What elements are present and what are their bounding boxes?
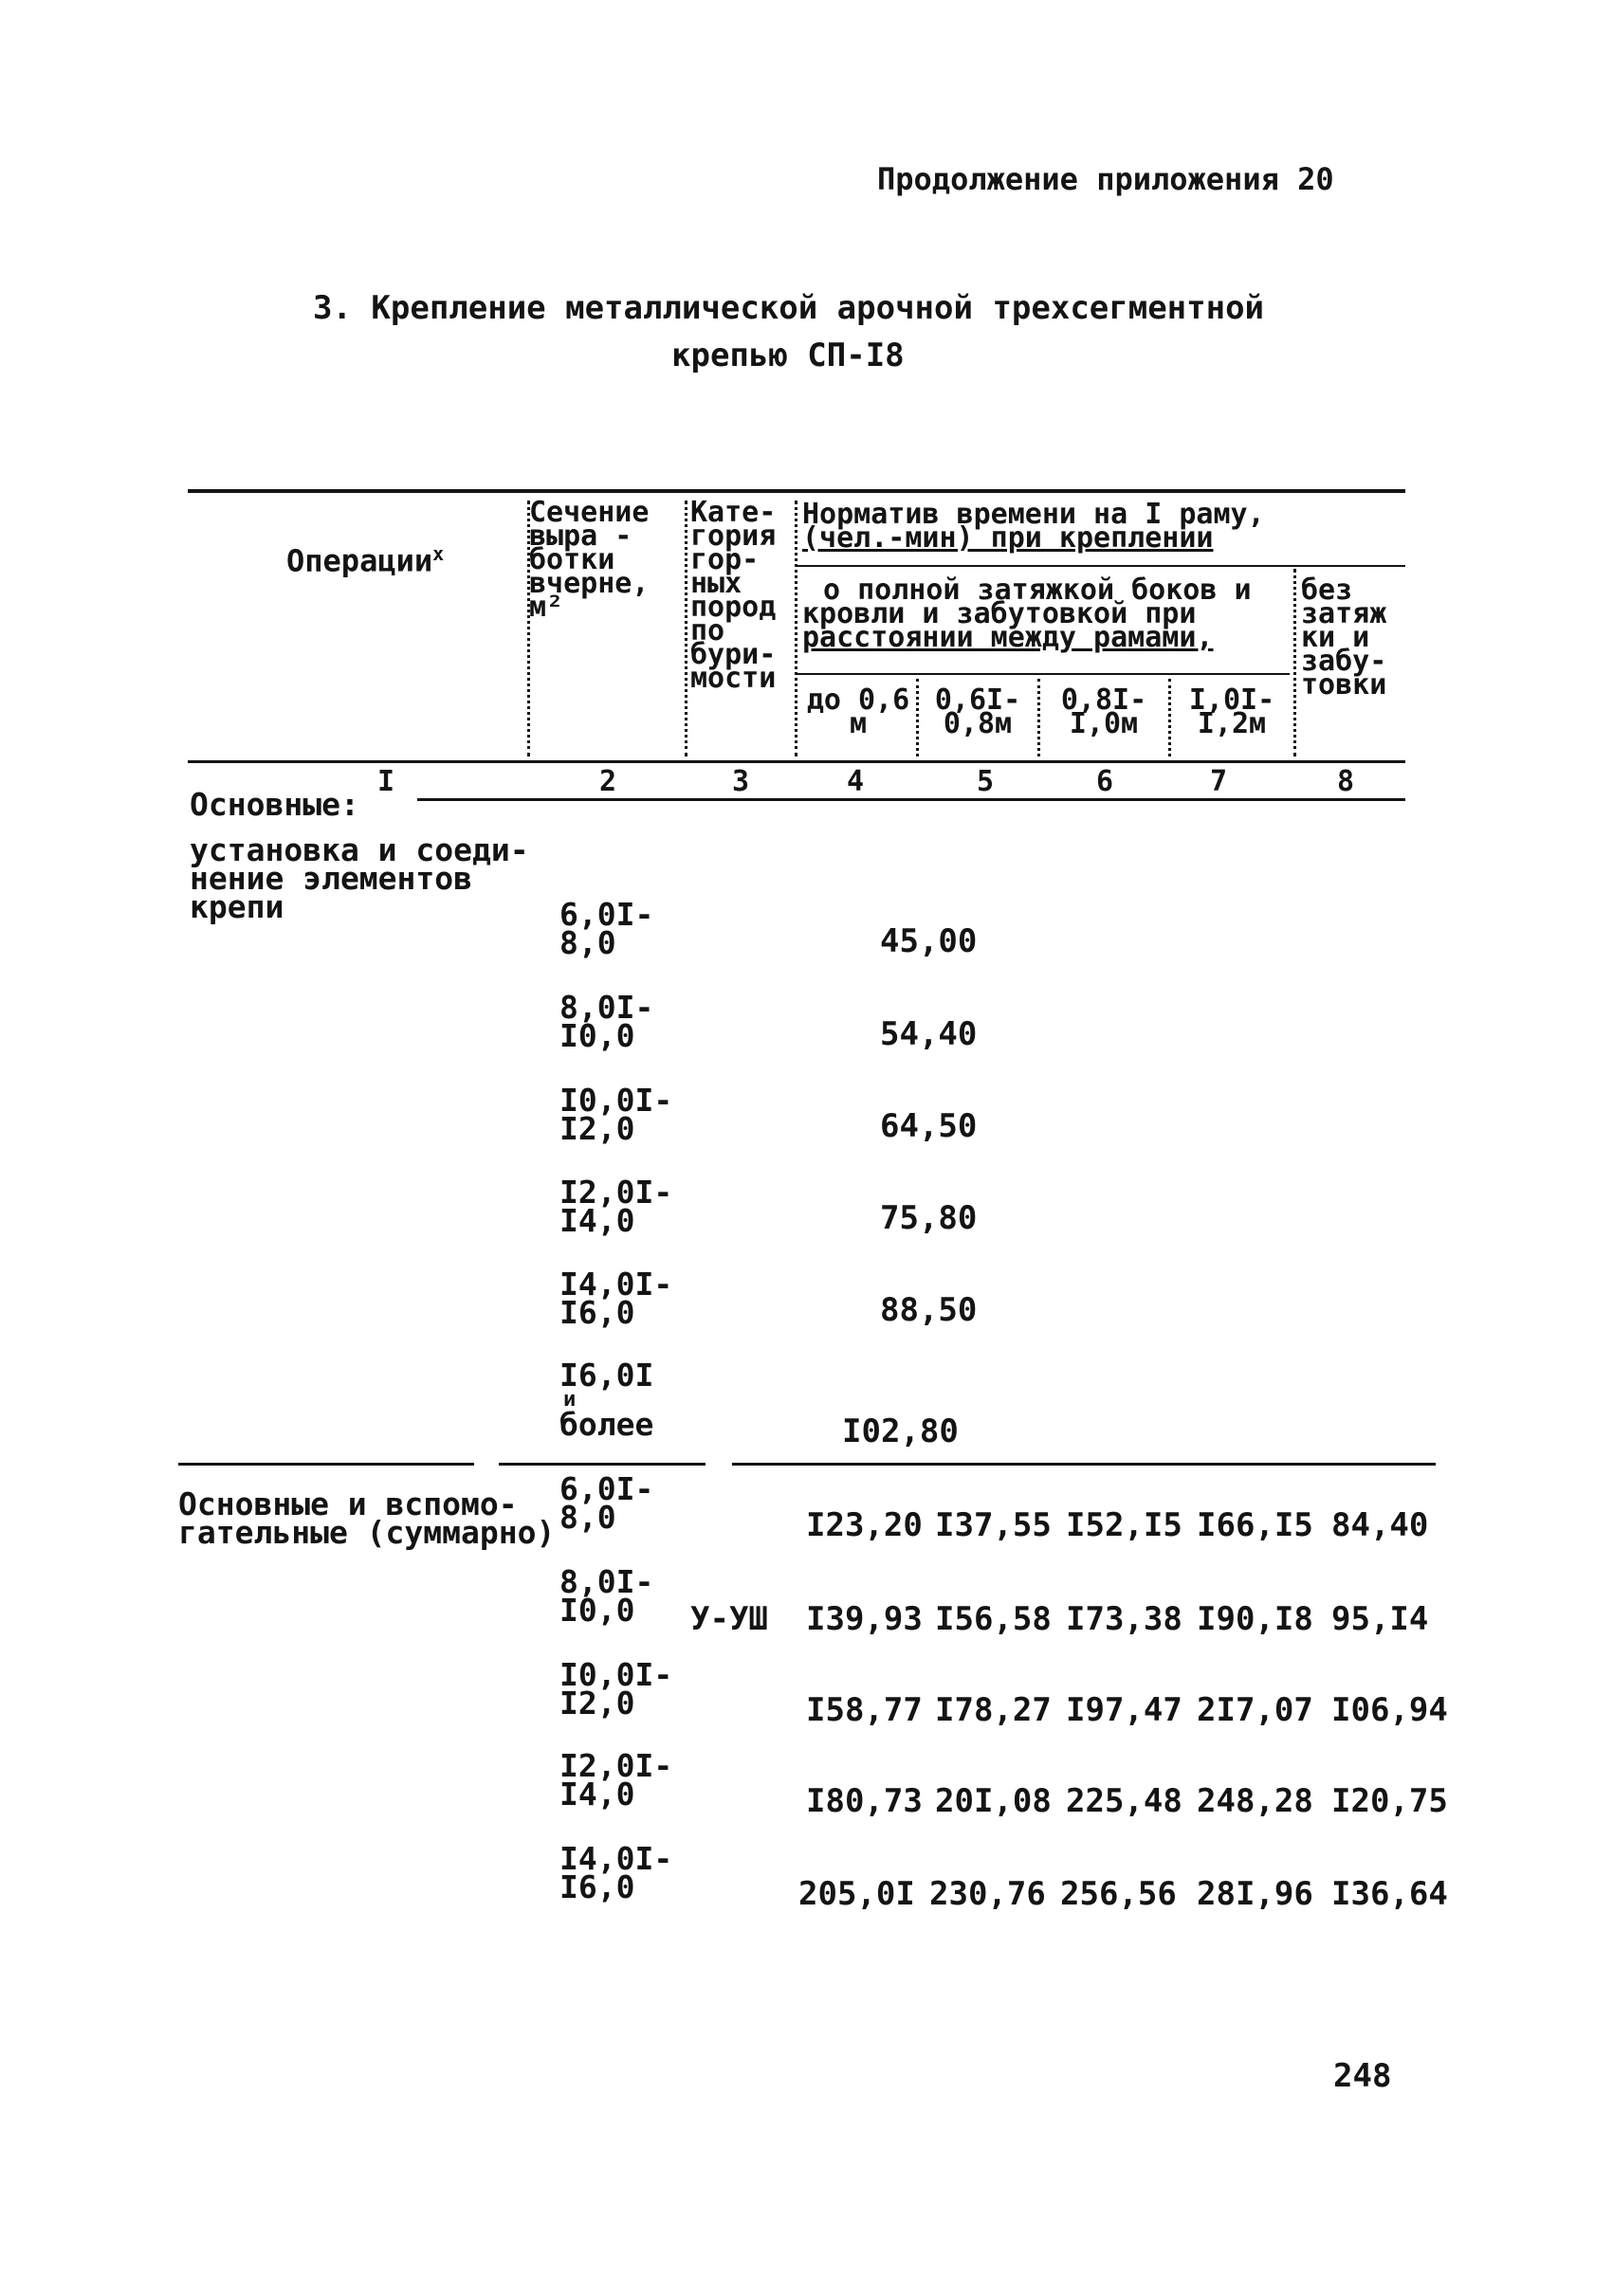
section-range: I0,0I- I2,0 [559, 1082, 673, 1147]
norm-value: I06,94 [1331, 1691, 1448, 1729]
column-separator [916, 679, 919, 756]
column-number-6: 6 [1096, 765, 1114, 798]
norm-value: I56,58 [935, 1600, 1052, 1638]
section-range: I4,0I- I6,0 [559, 1840, 673, 1905]
header-bottom-rule [188, 760, 1405, 763]
norm-value: I73,38 [1066, 1600, 1182, 1638]
section-label-total: Основные и вспомо- гательные (суммарно) [178, 1485, 556, 1551]
norm-value: I39,93 [806, 1600, 923, 1638]
norm-value: 88,50 [880, 1291, 978, 1329]
norm-value: 84,40 [1331, 1506, 1429, 1544]
norm-value: 54,40 [880, 1015, 978, 1053]
header-norm: Норматив времени на I раму, (чел.-мин) при креплении [802, 498, 1265, 555]
norm-subheader-rule [797, 565, 1405, 567]
norm-value: I52,I5 [1066, 1506, 1182, 1544]
norm-value: 256,56 [1060, 1875, 1177, 1913]
section-range: 8,0I- I0,0 [559, 989, 654, 1054]
continuation-note: Продолжение приложения 20 [877, 161, 1334, 197]
section-divider [499, 1463, 706, 1466]
section-divider [178, 1463, 474, 1466]
norm-value: 205,0I [798, 1875, 915, 1913]
operation-description: установка и соеди- нение элементов крепи [190, 831, 529, 925]
header-distance-2: 0,6I- 0,8м [934, 683, 1021, 740]
column-number-rule [417, 798, 1405, 801]
header-operations: Операции$^x$ [286, 542, 445, 579]
column-separator [1293, 569, 1296, 756]
column-number-4: 4 [847, 765, 865, 798]
column-separator [795, 501, 797, 756]
section-range: I0,0I- I2,0 [559, 1656, 673, 1722]
section-range: 6,0I- 8,0 [559, 1470, 654, 1536]
section-range: 6,0I- 8,0 [559, 896, 654, 961]
norm-value: I97,47 [1066, 1691, 1182, 1729]
section-label-main: Основные: [190, 786, 359, 823]
column-separator [685, 501, 687, 756]
norm-value: 230,76 [929, 1875, 1046, 1913]
page-number: 248 [1333, 2057, 1392, 2095]
rock-category: У-УШ [690, 1600, 768, 1638]
section-range: I6,0I и более [559, 1357, 654, 1443]
column-number-3: 3 [732, 765, 750, 798]
header-distance-1: до 0,6 м [806, 683, 910, 740]
column-separator [1168, 679, 1171, 756]
section-divider [732, 1463, 1436, 1466]
table-top-rule [188, 489, 1405, 493]
header-full-tightening: о полной затяжкой боков и кровли и забутовкой при расстоянии между рамами, [802, 574, 1252, 654]
column-number-7: 7 [1210, 765, 1228, 798]
column-number-5: 5 [977, 765, 995, 798]
norm-value: I58,77 [806, 1691, 923, 1729]
norm-value: I23,20 [806, 1506, 923, 1544]
header-distance-3: 0,8I- I,0м [1060, 683, 1147, 740]
norm-value: 225,48 [1066, 1782, 1182, 1820]
column-separator [527, 501, 530, 756]
norm-value: I02,80 [842, 1412, 959, 1450]
norm-value: I78,27 [935, 1691, 1052, 1729]
norm-value: 45,00 [880, 922, 978, 960]
norm-value: I20,75 [1331, 1782, 1448, 1820]
column-number-1: I [377, 765, 395, 798]
section-range: I2,0I- I4,0 [559, 1174, 673, 1239]
section-range: 8,0I- I0,0 [559, 1563, 654, 1629]
distance-subheader-rule [797, 673, 1290, 675]
table-title-line1: 3. Крепление металлической арочной трехсегментной [313, 289, 1265, 327]
section-range: I2,0I- I4,0 [559, 1747, 673, 1813]
header-distance-4: I,0I- I,2м [1188, 683, 1275, 740]
norm-value: 248,28 [1197, 1782, 1313, 1820]
norm-value: I80,73 [806, 1782, 923, 1820]
norm-value: 20I,08 [935, 1782, 1052, 1820]
header-category: Кате- гория гор- ных пород по бури- мости [690, 496, 777, 695]
header-section: Сечение выра - ботки вчерне, м² [529, 496, 650, 624]
norm-value: I90,I8 [1197, 1600, 1313, 1638]
section-range: I4,0I- I6,0 [559, 1266, 673, 1331]
table-title-line2: крепью СП-I8 [671, 337, 905, 374]
norm-value: I66,I5 [1197, 1506, 1313, 1544]
column-number-8: 8 [1337, 765, 1355, 798]
column-separator [1037, 679, 1040, 756]
header-without-tightening: без затяж ки и забу- товки [1301, 574, 1387, 702]
norm-value: 64,50 [880, 1107, 978, 1145]
norm-value: I36,64 [1331, 1875, 1448, 1913]
norm-value: 2I7,07 [1197, 1691, 1313, 1729]
norm-value: 95,I4 [1331, 1600, 1429, 1638]
norm-value: 28I,96 [1197, 1875, 1313, 1913]
norm-value: 75,80 [880, 1199, 978, 1237]
column-number-2: 2 [599, 765, 617, 798]
norm-value: I37,55 [935, 1506, 1052, 1544]
